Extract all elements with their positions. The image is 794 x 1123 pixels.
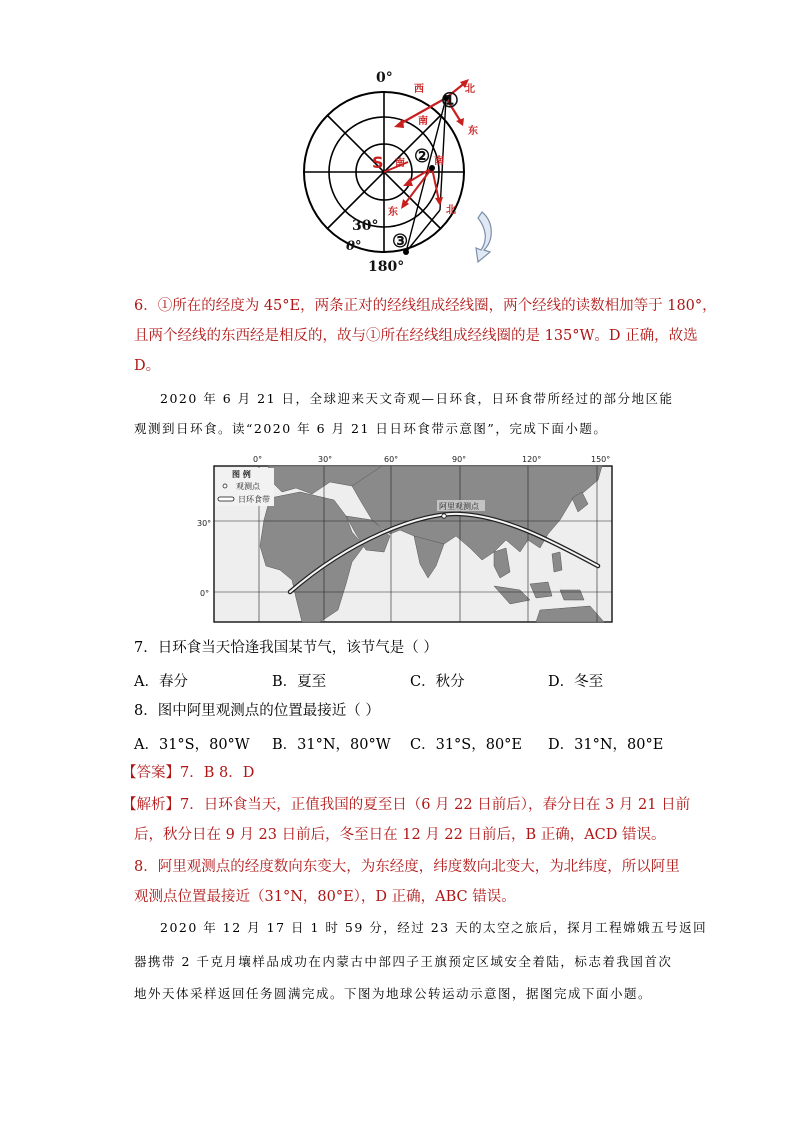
- intro-next-line-2: 器携带 2 千克月壤样品成功在内蒙古中部四子王旗预定区域安全着陆，标志着我国首次: [134, 954, 673, 969]
- map-lon-label-120: 120°: [522, 455, 542, 464]
- q7-option-b[interactable]: B．夏至: [272, 674, 327, 690]
- answer-line: [122, 759, 254, 787]
- map-lon-label-60: 60°: [384, 455, 399, 464]
- label-dir-east-2: 东: [388, 207, 398, 218]
- label-point-2: ②: [414, 146, 431, 167]
- analysis-line-3: 8．阿里观测点的经度数向东变大，为东经度，纬度数向北变大，为北纬度，所以阿里: [134, 859, 680, 875]
- label-dir-east-1: 东: [468, 126, 478, 137]
- label-south-pole: S: [372, 153, 384, 172]
- explanation-6-line-1: 6．①所在的经度为 45°E，两条正对的经线组成经线圈，两个经线的读数相加等于 180°，: [134, 298, 717, 314]
- label-0-degree: 0°: [376, 70, 393, 86]
- label-dir-west: 西: [414, 84, 424, 95]
- map-lat-label-30: 30°: [197, 519, 212, 528]
- annular-eclipse-map: [196, 450, 616, 626]
- map-lon-label-150: 150°: [591, 455, 611, 464]
- land-philippines: [552, 552, 562, 572]
- map-lat-label-0: 0°: [200, 589, 210, 598]
- q7-option-a[interactable]: A．春分: [134, 674, 188, 690]
- ali-observation-label: 阿里观测点: [439, 502, 479, 511]
- arrow-west-south-icon: [394, 119, 404, 128]
- label-dir-south-1: 南: [418, 116, 428, 127]
- q8-option-b[interactable]: B．31°N，80°W: [272, 737, 391, 753]
- explanation-6-line-2: 且两个经线的东西经是相反的，故与①所在经线组成经线圈的是 135°W。D 正确，故选: [134, 328, 698, 344]
- label-point-1: ①: [441, 88, 459, 112]
- legend-band-label: 日环食带: [238, 495, 270, 504]
- question-7-stem: 7．日环食当天恰逢我国某节气，该节气是（ ）: [134, 640, 438, 656]
- legend-title: 图 例: [232, 470, 251, 479]
- q8-option-c[interactable]: C．31°S，80°E: [410, 737, 523, 753]
- rotation-arrow-icon: [476, 212, 491, 262]
- label-dir-south-2a: 南: [395, 158, 405, 169]
- label-point-3: ③: [392, 231, 409, 252]
- label-lat-0: 0°: [346, 239, 362, 254]
- polar-projection-figure: [290, 62, 530, 282]
- q7-option-c[interactable]: C．秋分: [410, 674, 465, 690]
- legend-band-icon: [218, 497, 234, 501]
- map-lon-label-0: 0°: [253, 455, 263, 464]
- answer-text: 7．B 8．D: [180, 765, 255, 781]
- legend-point-label: 观测点: [236, 482, 260, 491]
- analysis-line-1: [122, 791, 690, 819]
- q8-option-a[interactable]: A．31°S，80°W: [134, 737, 250, 753]
- analysis-tag: 【解析】: [122, 797, 180, 813]
- analysis-text-1: 7．日环食当天，正值我国的夏至日（6 月 22 日前后），春分日在 3 月 21 日前: [180, 797, 691, 813]
- label-dir-north-1: 北: [465, 84, 475, 95]
- intro-7-8-line-2: 观测到日环食。读“2020 年 6 月 21 日日环食带示意图”，完成下面小题。: [134, 421, 608, 436]
- map-lon-label-90: 90°: [452, 455, 467, 464]
- intro-next-line-3: 地外天体采样返回任务圆满完成。下图为地球公转运动示意图，据图完成下面小题。: [134, 986, 653, 1001]
- map-lon-label-30: 30°: [318, 455, 333, 464]
- q8-option-d[interactable]: D．31°N，80°E: [548, 737, 664, 753]
- analysis-line-2: 后，秋分日在 9 月 23 日前后，冬至日在 12 月 22 日前后，B 正确，ACD 错误。: [134, 827, 666, 843]
- intro-7-8-line-1: 2020 年 6 月 21 日，全球迎来天文奇观—日环食，日环食带所经过的部分地区能: [160, 391, 674, 406]
- ali-observation-point: [442, 514, 446, 518]
- arrow-north-2-icon: [435, 197, 443, 206]
- intro-next-line-1: 2020 年 12 月 17 日 1 时 59 分，经过 23 天的太空之旅后，探月工程嫦娥五号返回: [160, 920, 708, 935]
- answer-tag: 【答案】: [122, 765, 180, 781]
- question-8-stem: 8．图中阿里观测点的位置最接近（ ）: [134, 703, 380, 719]
- legend-point-icon: [223, 484, 227, 488]
- label-180-degree: 180°: [368, 259, 405, 275]
- label-dir-south-2b: 南: [434, 156, 444, 167]
- land-indonesia-3: [560, 590, 584, 600]
- q7-option-d[interactable]: D．冬至: [548, 674, 604, 690]
- label-lat-30: 30°: [352, 218, 379, 234]
- label-dir-north-2: 北: [446, 205, 456, 216]
- explanation-6-line-3: D。: [134, 358, 161, 374]
- analysis-line-4: 观测点位置最接近（31°N，80°E），D 正确，ABC 错误。: [134, 889, 516, 905]
